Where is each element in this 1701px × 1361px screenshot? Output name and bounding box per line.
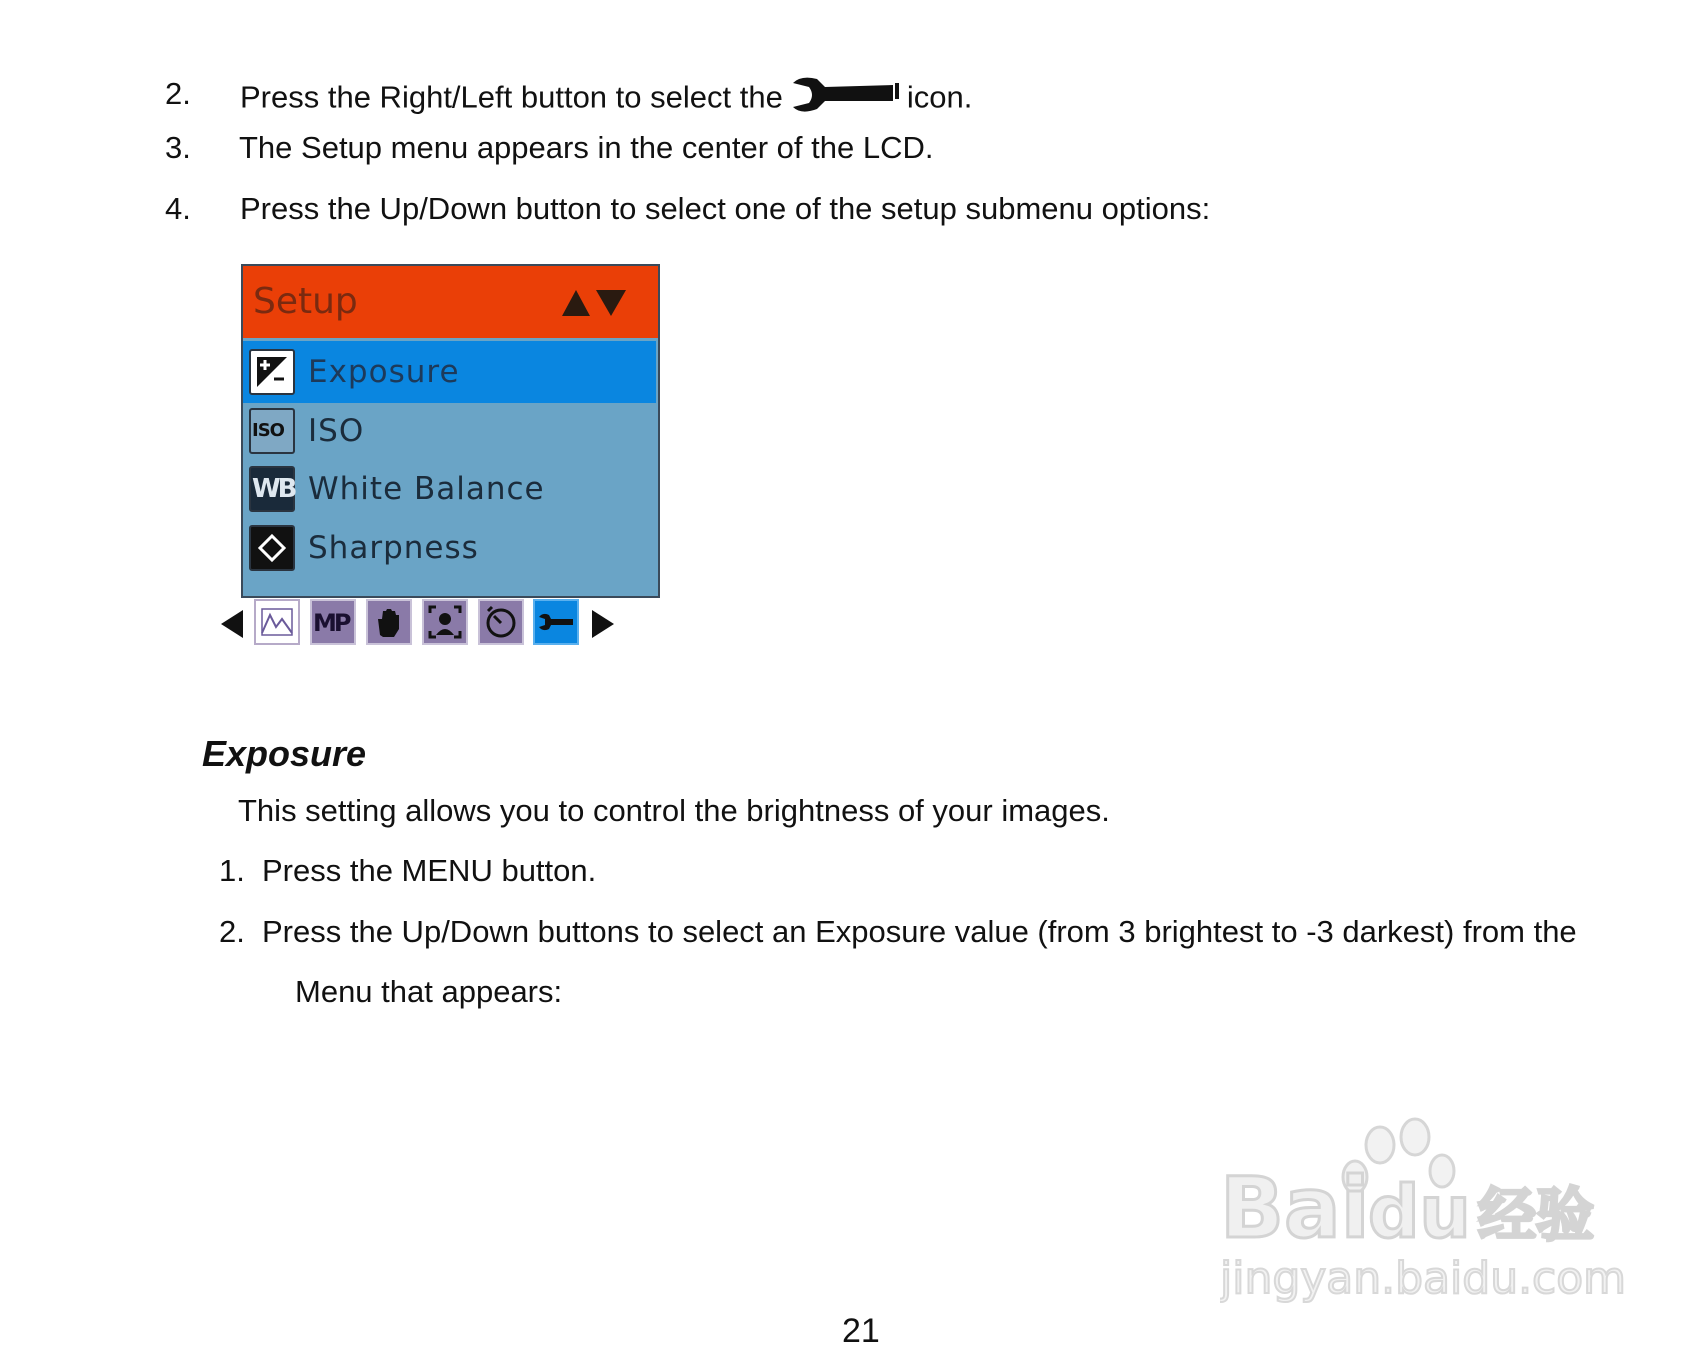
section-step-2-text: Press the Up/Down buttons to select an Exposure value (from 3 brightest to -3 darkest) from the [262,914,1577,949]
menu-item-label: ISO [308,413,365,449]
step-2-text [240,75,972,124]
sharpness-icon [249,525,295,571]
svg-text:jingyan.baidu.com: jingyan.baidu.com [1220,1253,1627,1304]
svg-text:du: du [1368,1170,1471,1254]
svg-text:经验: 经验 [1478,1181,1595,1249]
white-balance-icon [249,466,295,512]
menu-item-sharpness[interactable] [243,517,656,579]
face-detect-icon[interactable] [422,599,468,645]
menu-item-exposure[interactable] [243,341,656,403]
iso-icon-text: ISO [252,420,284,441]
menu-item-iso[interactable] [243,400,656,462]
lcd-menu-title: Setup [253,281,358,322]
lcd-menu-header [243,266,658,338]
white-balance-icon-text: WB [252,474,295,504]
step-4-number: 4. [165,191,191,226]
section-intro: This setting allows you to control the brightness of your images. [238,793,1110,828]
exposure-icon [249,349,295,395]
mp-icon-text: MP [313,609,349,637]
section-step-1-text: Press the MENU button. [262,853,597,888]
svg-text:Bai: Bai [1220,1159,1370,1257]
step-2-text-after: icon. [906,79,973,115]
step-3-number: 3. [165,130,191,165]
menu-item-label: Exposure [308,354,460,390]
step-4-text: Press the Up/Down button to select one of the setup submenu options: [240,191,1211,226]
left-arrow-icon[interactable] [219,608,245,645]
self-timer-icon[interactable] [478,599,524,645]
section-step-2-continuation: Menu that appears: [295,974,563,1009]
page-number: 21 [842,1312,880,1350]
menu-item-white-balance[interactable] [243,458,656,520]
section-step-2-number: 2. [219,914,245,949]
iso-icon [249,408,295,454]
scene-icon[interactable] [254,599,300,645]
section-heading: Exposure [202,733,367,774]
up-down-arrows-icon [560,288,628,323]
lcd-setup-menu [241,264,660,598]
mp-resolution-icon[interactable] [310,599,356,645]
step-2-text-before: Press the Right/Left button to select the [240,79,783,115]
step-2-number: 2. [165,76,191,111]
menu-item-label: Sharpness [308,530,479,566]
anti-shake-hand-icon[interactable] [366,599,412,645]
wrench-icon [793,75,901,124]
step-3-text: The Setup menu appears in the center of the LCD. [239,130,934,165]
baidu-watermark [1220,1115,1660,1315]
section-step-1-number: 1. [219,853,245,888]
setup-wrench-icon[interactable] [533,599,579,645]
menu-item-label: White Balance [308,471,545,507]
right-arrow-icon[interactable] [590,608,616,645]
